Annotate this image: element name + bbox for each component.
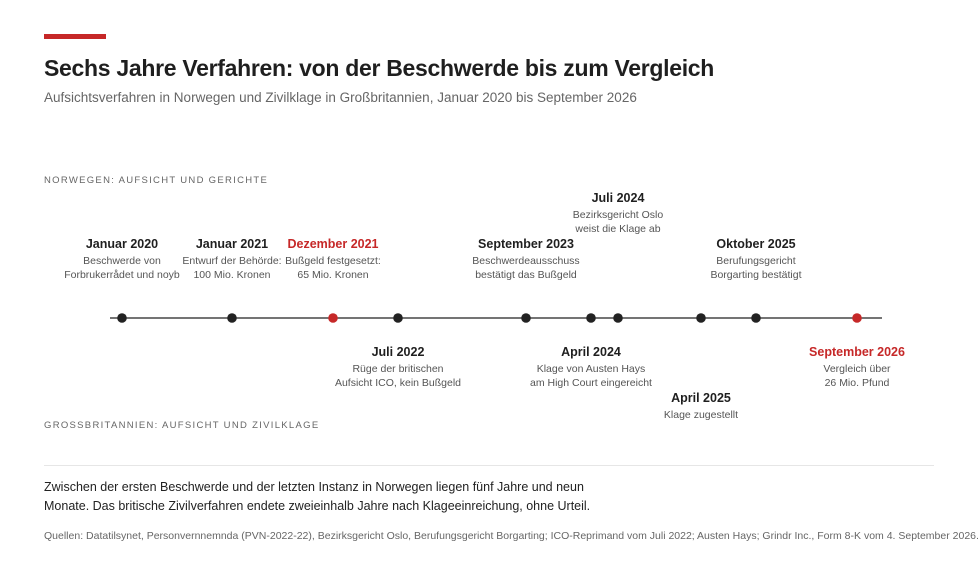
event-date: Juli 2024 (591, 191, 645, 205)
event-date: Dezember 2021 (287, 237, 379, 251)
timeline-marker (751, 313, 761, 323)
timeline-marker (328, 313, 338, 323)
timeline-event (767, 344, 947, 390)
event-date: Januar 2021 (195, 237, 269, 251)
event-description: Aufsicht ICO, kein Bußgeld (334, 377, 462, 389)
timeline-marker (521, 313, 531, 323)
event-date: September 2023 (478, 237, 574, 251)
timeline-event (611, 390, 791, 422)
event-date: Juli 2022 (371, 345, 425, 359)
lane-label-uk: GROSSBRITANNIEN: AUFSICHT UND ZIVILKLAGE (44, 420, 320, 431)
timeline-marker (586, 313, 596, 323)
event-description: bestätigt das Bußgeld (475, 269, 577, 281)
timeline-marker (613, 313, 623, 323)
sources-note: Quellen: Datatilsynet, Personvernnemnda (PVN-2022-22), Bezirksgericht Oslo, Berufungsgericht Borgarting; ICO-Reprimand vom Juli 2022; Austen Hays; Grindr Inc., Form 8-K vom 4. September 2026. (44, 530, 979, 542)
event-description: Beschwerde von (83, 255, 161, 267)
event-description: Klage von Austen Hays (536, 363, 646, 375)
event-description: Rüge der britischen (352, 363, 444, 375)
timeline-event (308, 344, 488, 390)
event-date: Oktober 2025 (716, 237, 796, 251)
event-description: 100 Mio. Kronen (193, 269, 271, 281)
event-description: Borgarting bestätigt (710, 269, 802, 281)
lane-label-norway: NORWEGEN: AUFSICHT UND GERICHTE (44, 175, 269, 186)
event-description: Beschwerdeausschuss (472, 255, 580, 267)
event-description: Klage zugestellt (663, 409, 739, 421)
event-date: September 2026 (809, 345, 905, 359)
event-description: am High Court eingereicht (530, 377, 652, 389)
event-description: Berufungsgericht (716, 255, 796, 267)
timeline-event (436, 236, 616, 282)
event-description: weist die Klage ab (575, 223, 661, 235)
summary-text: Zwischen der ersten Beschwerde und der letzten Instanz in Norwegen liegen fünf Jahre und neun Monate. Das britische Zivilverfahren endete zweieinhalb Jahre nach Klageeinreichung, ohne Urteil. (44, 480, 591, 513)
timeline-event (528, 190, 708, 236)
timeline-event (666, 236, 846, 282)
event-description: Forbrukerrådet und noyb (64, 269, 180, 281)
event-description: Vergleich über (823, 363, 891, 375)
timeline-marker (696, 313, 706, 323)
timeline-marker (227, 313, 237, 323)
divider (44, 465, 934, 466)
event-description: Bußgeld festgesetzt: (285, 255, 381, 267)
timeline-marker (117, 313, 127, 323)
event-date: Januar 2020 (85, 237, 159, 251)
page-subtitle: Aufsichtsverfahren in Norwegen und Zivilklage in Großbritannien, Januar 2020 bis September 2026 (44, 90, 637, 105)
timeline-marker (393, 313, 403, 323)
event-date: April 2025 (671, 391, 731, 405)
event-description: Entwurf der Behörde: (182, 255, 282, 267)
timeline-event (501, 344, 681, 390)
event-description: Bezirksgericht Oslo (572, 209, 664, 221)
page-title: Sechs Jahre Verfahren: von der Beschwerde bis zum Vergleich (44, 55, 715, 81)
event-description: 65 Mio. Kronen (297, 269, 369, 281)
event-date: April 2024 (561, 345, 621, 359)
timeline-event (243, 236, 423, 282)
timeline-marker (852, 313, 862, 323)
event-description: 26 Mio. Pfund (824, 377, 890, 389)
